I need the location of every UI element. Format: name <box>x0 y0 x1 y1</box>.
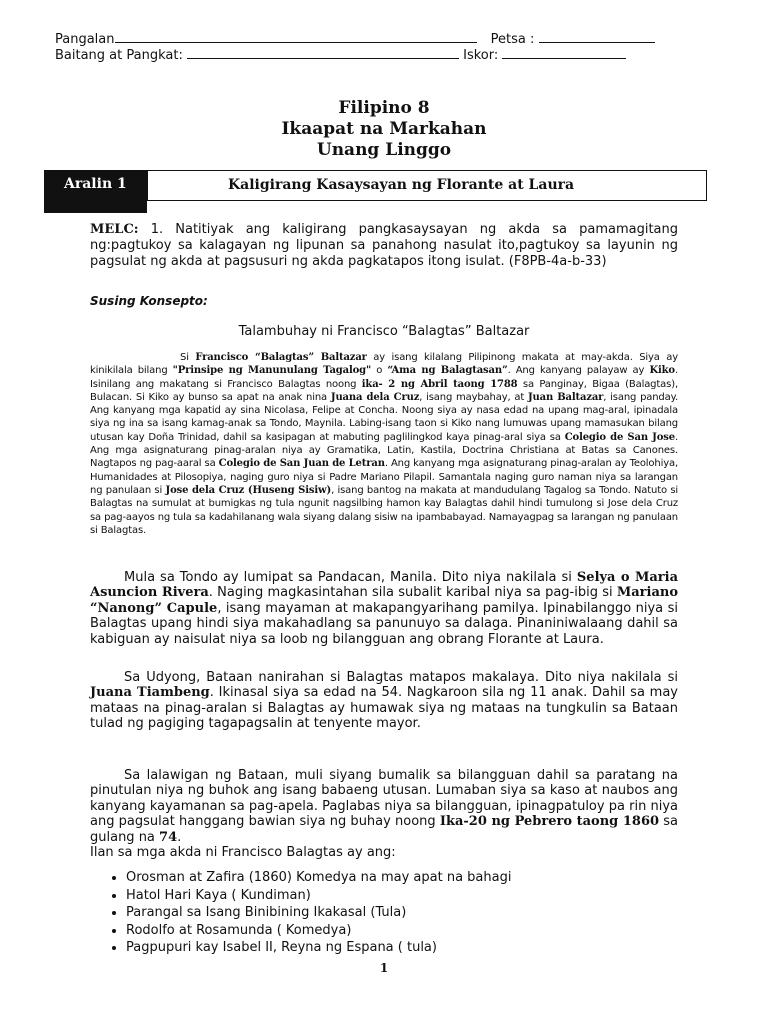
talambuhay-title: Talambuhay ni Francisco “Balagtas” Baltazar <box>238 324 530 339</box>
pangalan-line[interactable] <box>115 30 477 43</box>
page-title <box>0 98 768 161</box>
iskor-label: Iskor: <box>463 48 499 63</box>
melc-label: MELC: <box>90 222 139 237</box>
biography-paragraph-4: Sa lalawigan ng Bataan, muli siyang bumalik sa bilangguan dahil sa paratang na pinutulan niya ng buhok ang isang babaeng utusan. Lumaban siya sa kaso at naubos ang kanyang kayamanan sa pag-apela. Paglabas niya sa bilangguan, ipinagpatuloy pa rin niya ang pagsulat hanggang bawian siya ng buhay noong Ika-20 ng Pebrero taong 1860 sa gulang na 74. <box>90 768 678 845</box>
melc-text: 1. Natitiyak ang kaligirang pangkasaysayan ng akda sa pamamagitang ng:pagtukoy sa kalagayan ng lipunan sa panahong nasulat ito,pagtukoy sa layunin ng pagsulat ng akda at pagsusuri ng akda pagkatapos itong isulat. (F8PB-4a-b-33) <box>90 222 678 269</box>
petsa-label: Petsa : <box>490 32 535 47</box>
works-list <box>106 869 511 957</box>
iskor-line[interactable] <box>502 46 626 59</box>
title-line-1: Filipino 8 <box>338 98 430 118</box>
list-item: • Hatol Hari Kaya ( Kundiman) <box>126 887 511 905</box>
lesson-title-box: Kaligirang Kasaysayan ng Florante at Laura <box>147 170 707 201</box>
baitang-row <box>55 46 626 63</box>
title-line-2: Ikaapat na Markahan <box>281 119 487 139</box>
pangalan-label: Pangalan <box>55 32 115 47</box>
list-item: • Rodolfo at Rosamunda ( Komedya) <box>126 922 511 940</box>
works-intro: Ilan sa mga akda ni Francisco Balagtas ay ang: <box>90 845 396 860</box>
page-number: 1 <box>379 961 389 975</box>
list-item: • Orosman at Zafira (1860) Komedya na may apat na bahagi <box>126 869 511 887</box>
melc-paragraph <box>90 222 678 270</box>
pangalan-row <box>55 30 655 47</box>
list-item: • Pagpupuri kay Isabel II, Reyna ng Espana ( tula) <box>126 939 511 957</box>
biography-paragraph-2: Mula sa Tondo ay lumipat sa Pandacan, Manila. Dito niya nakilala si Selya o Maria Asuncion Rivera. Naging magkasintahan sila subalit karibal niya sa pag-ibig si Mariano “Nanong” Capule, isang mayaman at makapangyarihang pamilya. Ipinabilanggo niya si Balagtas upang hindi siya makahadlang sa panunuyo sa dalaga. Pinaniniwalaang dahil sa kabiguan ay naisulat niya sa loob ng bilangguan ang obrang Florante at Laura. <box>90 570 679 647</box>
lesson-number-box: Aralin 1 <box>44 170 147 213</box>
title-line-3: Unang Linggo <box>316 140 452 160</box>
biography-paragraph-1: Si Francisco “Balagtas” Baltazar ay isang kilalang Pilipinong makata at may-akda. Siya ay kinikilala bilang "Prinsipe ng Manunulang Tagalog" o “Ama ng Balagtasan”. Ang kanyang palayaw ay Kiko. Isinilang ang makatang si Francisco Balagtas noong ika- 2 ng Abril taong 1788 sa Panginay, Bigaa (Balagtas), Bulacan. Si Kiko ay bunso sa apat na anak nina Juana dela Cruz, isang maybahay, at Juan Baltazar, isang panday. Ang kanyang mga kapatid ay sina Nicolasa, Felipe at Concha. Noong siya ay nasa edad na upang mag-aral, ipinadala siya ng ina sa isang kamag-anak sa Tondo, Maynila. Labing-isang taon si Kiko nang lumuwas upang mamasukan bilang utusan kay Doña Trinidad, dahil sa kasipagan at mabuting paglilingkod kaya pinag-aral siya sa Colegio de San Jose. Ang mga asignaturang pinag-aralan niya ay Gramatika, Latin, Kastila, Doctrina Christiana at Batas sa Canones. Nagtapos ng pag-aaral sa Colegio de San Juan de Letran. Ang kanyang mga asignaturang pinag-aralan ay Teolohiya, Humanidades at Pilosopiya, naging guro niya si Padre Mariano Pilapil. Samantala naging guro naman niya sa larangan ng panulaan si Jose dela Cruz (Huseng Sisiw), isang bantog na makata at mandudulang Tagalog sa Tondo. Natuto si Balagtas na sumulat at bumigkas ng tula ngunit nagsilbing hamon kay Balagtas dahil hindi tumulong si Jose dela Cruz sa pag-aayos ng tula sa kadahilanang wala siyang dalang sisiw na ipambabayad. Namayagpag sa larangan ng panulaan si Balagtas. <box>90 352 679 536</box>
biography-paragraph-3: Sa Udyong, Bataan nanirahan si Balagtas matapos makalaya. Dito niya nakilala si Juana Tiambeng. Ikinasal siya sa edad na 54. Nagkaroon sila ng 11 anak. Dahil sa may mataas na pinag-aralan si Balagtas ay humawak siya ng mataas na tungkulin sa Bataan tulad ng pagiging tagapagsalin at tenyente mayor. <box>90 670 678 732</box>
list-item: • Parangal sa Isang Binibining Ikakasal (Tula) <box>126 904 511 922</box>
susing-konsepto-heading: Susing Konsepto: <box>90 294 208 308</box>
baitang-label: Baitang at Pangkat: <box>55 48 183 63</box>
baitang-line[interactable] <box>187 46 459 59</box>
petsa-line[interactable] <box>539 30 655 43</box>
